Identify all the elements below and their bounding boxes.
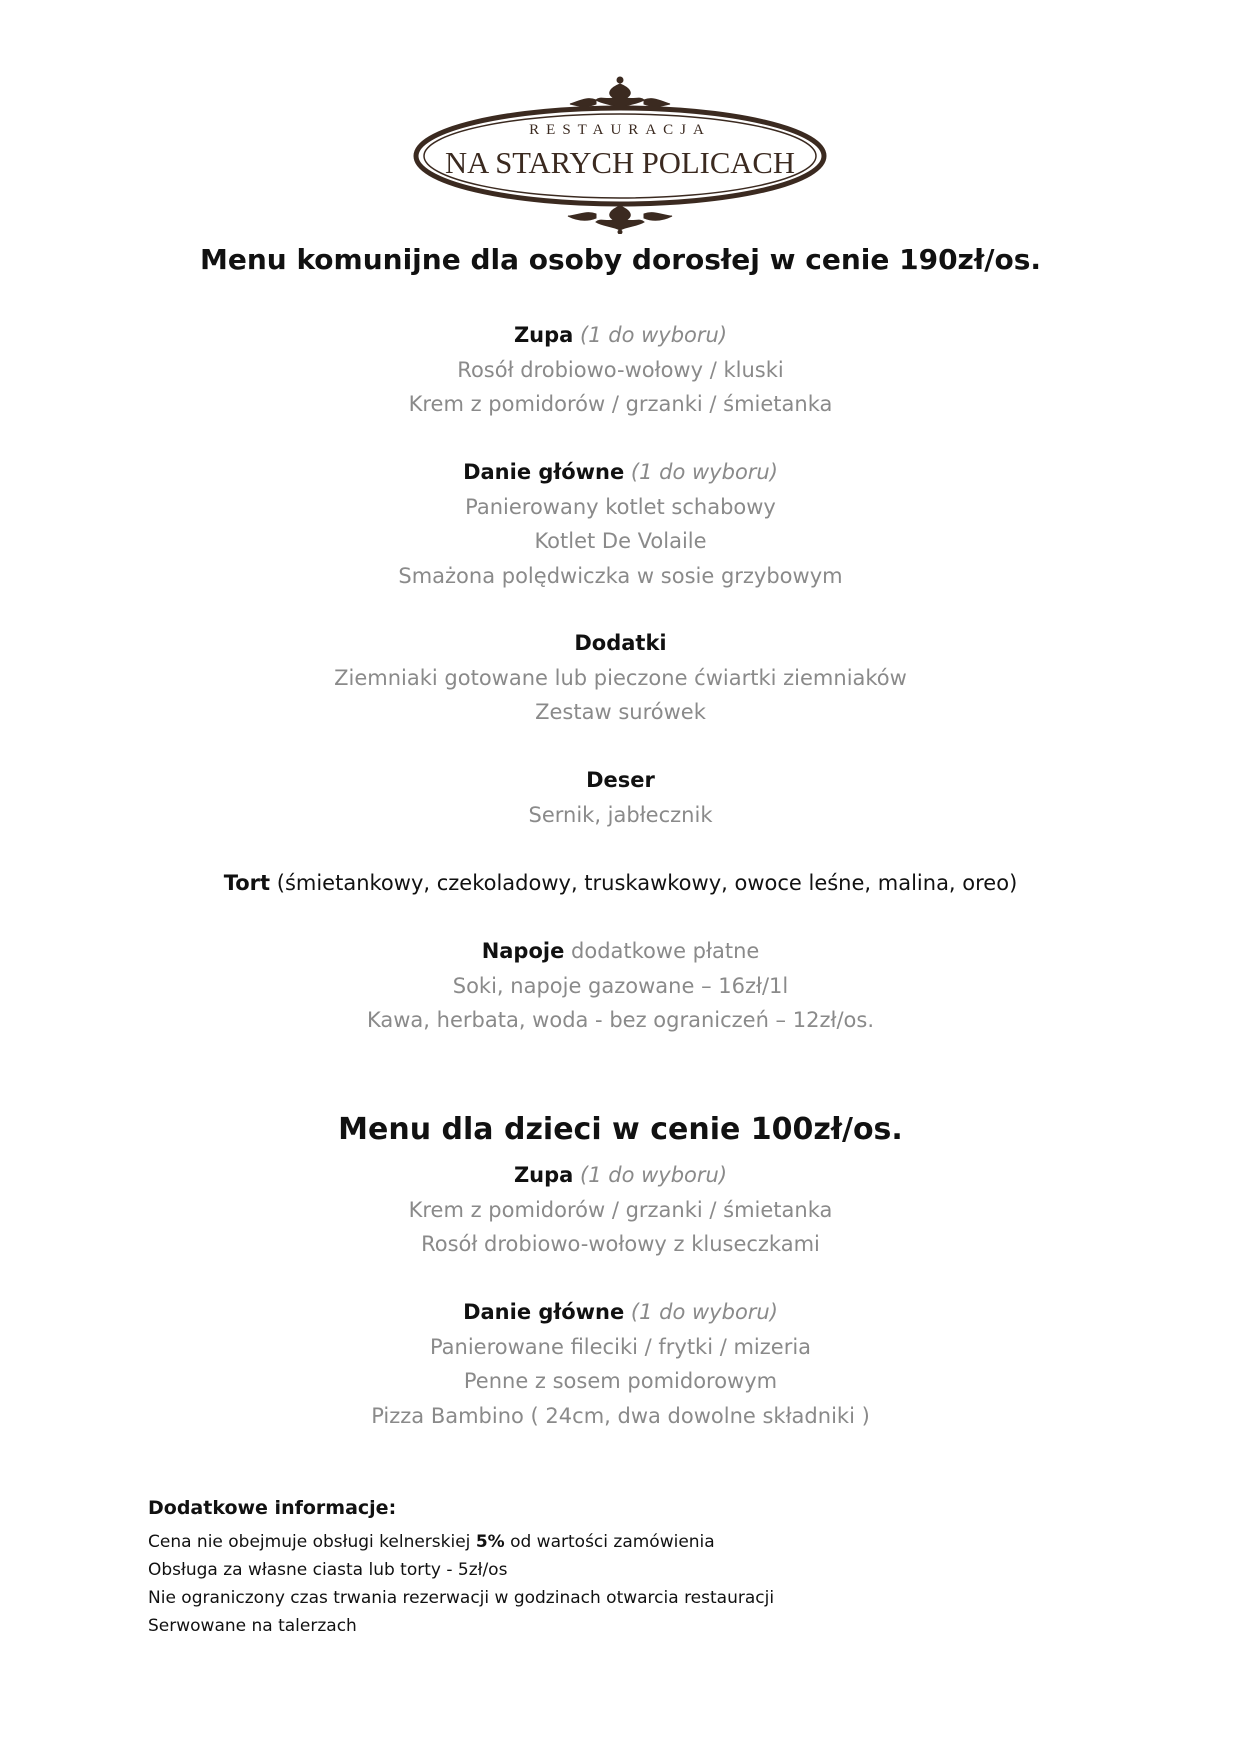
- kids-soup-section: [0, 1158, 1241, 1262]
- logo-name: NA STARYCH POLICACH: [445, 145, 795, 180]
- section-title: Danie główne: [463, 460, 625, 484]
- section-title: Zupa: [513, 323, 574, 347]
- kids-menu-heading: Menu dla dzieci w cenie 100zł/os.: [338, 1112, 903, 1147]
- kids-main-section: [0, 1295, 1241, 1433]
- section-title: Zupa: [513, 1163, 574, 1187]
- info-title: Dodatkowe informacje:: [148, 1497, 397, 1519]
- menu-item: Krem z pomidorów / grzanki / śmietanka: [408, 392, 833, 416]
- section-note: (1 do wyboru): [630, 460, 778, 484]
- additional-info: [148, 1494, 774, 1640]
- info-text: od wartości zamówienia: [504, 1532, 715, 1552]
- adult-main-section: [0, 455, 1241, 593]
- section-title: Deser: [586, 768, 655, 792]
- adult-soup-section: [0, 318, 1241, 422]
- adult-cake-section: [0, 866, 1241, 901]
- section-note: (1 do wyboru): [580, 1163, 728, 1187]
- section-note: (1 do wyboru): [630, 1300, 778, 1324]
- menu-item: Rosół drobiowo-wołowy z kluseczkami: [421, 1232, 820, 1256]
- menu-item: Panierowany kotlet schabowy: [465, 494, 776, 519]
- adult-dessert-section: [0, 763, 1241, 832]
- menu-item: Zestaw surówek: [535, 700, 706, 724]
- menu-item: Kawa, herbata, woda - bez ograniczeń – 12zł/os.: [366, 1008, 874, 1032]
- restaurant-logo: [410, 74, 830, 234]
- cake-flavours: (śmietankowy, czekoladowy, truskawkowy, owoce leśne, malina, oreo): [276, 871, 1018, 895]
- section-title: Dodatki: [574, 631, 667, 655]
- section-title: Danie główne: [463, 1300, 625, 1324]
- menu-item: Kotlet De Volaile: [534, 529, 707, 553]
- section-title: Napoje: [481, 939, 565, 963]
- info-text: Cena nie obejmuje obsługi kelnerskiej: [148, 1532, 476, 1552]
- adult-sides-section: [0, 626, 1241, 730]
- section-note: (1 do wyboru): [580, 323, 728, 347]
- menu-item: Soki, napoje gazowane – 16zł/1l: [452, 973, 789, 998]
- service-percent: 5%: [475, 1532, 505, 1552]
- adult-drinks-section: [0, 934, 1241, 1038]
- menu-item: Panierowane fileciki / frytki / mizeria: [429, 1334, 812, 1359]
- info-line: [148, 1528, 774, 1556]
- menu-item: Ziemniaki gotowane lub pieczone ćwiartki ziemniaków: [334, 665, 907, 690]
- info-line: Serwowane na talerzach: [148, 1616, 357, 1636]
- menu-item: Krem z pomidorów / grzanki / śmietanka: [408, 1197, 833, 1222]
- adult-menu-heading: Menu komunijne dla osoby dorosłej w cenie 190zł/os.: [199, 243, 1042, 276]
- info-line: Nie ograniczony czas trwania rezerwacji w godzinach otwarcia restauracji: [148, 1588, 775, 1608]
- logo-top-text: RESTAURACJA: [529, 122, 711, 138]
- info-line: Obsługa za własne ciasta lub torty - 5zł/os: [148, 1560, 508, 1580]
- menu-item: Pizza Bambino ( 24cm, dwa dowolne składniki ): [371, 1403, 870, 1428]
- menu-item: Penne z sosem pomidorowym: [463, 1369, 778, 1393]
- section-title: Tort: [223, 871, 271, 895]
- menu-item: Rosół drobiowo-wołowy / kluski: [457, 357, 784, 382]
- menu-item: Smażona polędwiczka w sosie grzybowym: [398, 563, 843, 588]
- menu-item: Sernik, jabłecznik: [528, 802, 713, 827]
- section-note: dodatkowe płatne: [571, 939, 760, 963]
